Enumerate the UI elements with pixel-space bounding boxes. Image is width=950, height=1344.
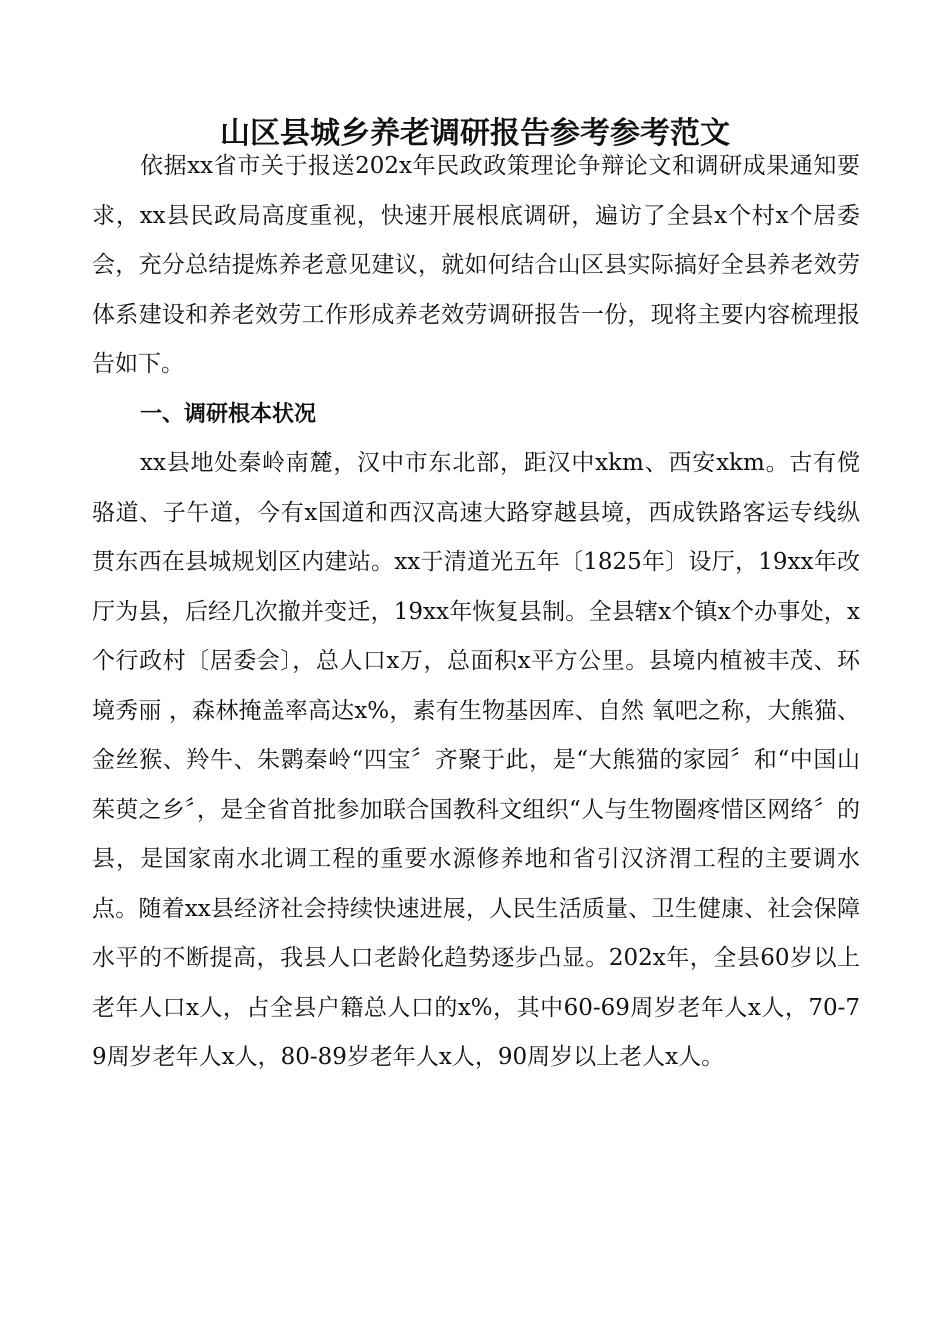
intro-paragraph: 依据xx省市关于报送202x年民政政策理论争辩论文和调研成果通知要求，xx县民政局高度重视，快速开展根底调研，遍访了全县x个村x个居委会，充分总结提炼养老意见建议，就如何结合山区县实际搞好全县养老效劳体系建设和养老效劳工作形成养老效劳调研报告一份，现将主要内容梳理报告如下。 [92,153,860,377]
section-heading: 一、调研根本状况 [140,401,317,427]
document-title: 山区县城乡养老调研报告参考参考范文 [220,116,730,151]
document-body [92,142,860,1083]
section-paragraph: xx县地处秦岭南麓，汉中市东北部，距汉中xkm、西安xkm。古有傥骆道、子午道，今有x国道和西汉高速大路穿越县境，西成铁路客运专线纵贯东西在县城规划区内建站。xx于清道光五年〔1825年〕设厅，19xx年改厅为县，后经几次撤并变迁，19xx年恢复县制。全县辖x个镇x个办事处，x个行政村〔居委会〕，总人口x万，总面积x平方公里。县境内植被丰茂、环境秀丽 ，森林掩盖率高达x%，素有生物基因库、自然 氧吧之称，大熊猫、金丝猴、羚牛、朱鹮秦岭“四宝〞齐聚于此，是“大熊猫的家园〞和“中国山茱萸之乡〞，是全省首批参加联合国教科文组织“人与生物圈疼惜区网络〞的县，是国家南水北调工程的重要水源修养地和省引汉济渭工程的主要调水点。随着xx县经济社会持续快速进展，人民生活质量、卫生健康、社会保障水平的不断提高，我县人口老龄化趋势逐步凸显。202x年，全县60岁以上老年人口x人，占全县户籍总人口的x%，其中60-69周岁老年人x人，70-79周岁老年人x人，80-89岁老年人x人，90周岁以上老人x人。 [92,450,860,1070]
